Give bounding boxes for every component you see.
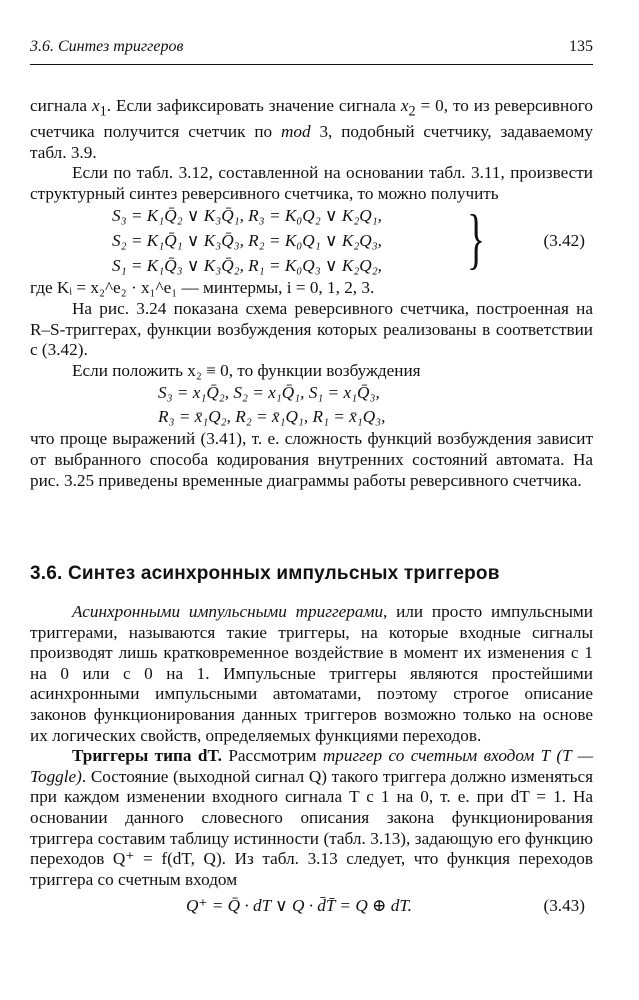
paragraph-2: Если по табл. 3.12, составленной на основании табл. 3.11, произвести структурный синтез реверсивного счетчика, то можно получить: [30, 163, 593, 203]
running-header: [30, 38, 593, 56]
equation-excitation: [30, 381, 593, 429]
equation-line: S₃ = x₁Q̄₂, S₂ = x₁Q̄₁, S₁ = x₁Q̄₃,: [158, 383, 380, 403]
page-number: 135: [569, 38, 593, 55]
paragraph-8: Триггеры типа dT. Рассмотрим триггер со счетным входом T (T — Toggle). Состояние (выходной сигнал Q) такого триггера должно изменяться при каждом изменении входного сигнала T с 1 на 0, т. е. при dT = 1. На основании данного словесного описания закона функционирования триггера составим таблицу истинности (табл. 3.13), задающую его функцию переходов Q⁺ = f(dT, Q). Из табл. 3.13 следует, что функция переходов триггера со счетным входом: [30, 746, 593, 889]
right-brace-icon: }: [467, 200, 485, 277]
equation-number: (3.42): [543, 231, 585, 251]
equation-number: (3.43): [543, 896, 585, 916]
equation-expression: Q⁺ = Q̄ · dT ∨ Q · d̄T̄ = Q ⊕ dT.: [186, 896, 412, 916]
text-block-bottom: [30, 602, 593, 924]
paragraph-7: Асинхронными импульсными триггерами, или просто импульсными триггерами, называются такие триггеры, на которые входные сигналы производят лишь кратковременное воздействие в момент их изменения с 1 на 0 или с 0 на 1. Импульсные триггеры являются простейшими асинхронными импульсными автоматами, поэтому строгое описание законов функционирования данных триггеров возможно только на основе их логических свойств, определяемых функциями переходов.: [30, 602, 593, 745]
paragraph-4: На рис. 3.24 показана схема реверсивного счетчика, построенная на R–S-триггерах, функции возбуждения которых реализованы в соответствии с (3.42).: [30, 299, 593, 360]
equation-3-42: [30, 200, 593, 278]
text-block-top: [30, 96, 593, 491]
paragraph-3: где Kᵢ = x₂^e₂ · x₁^e₁ — минтермы, i = 0, 1, 2, 3.: [30, 278, 375, 298]
header-rule: [30, 64, 593, 65]
paragraph-5: Если положить x₂ ≡ 0, то функции возбуждения: [72, 360, 421, 380]
running-header-title: 3.6. Синтез триггеров: [30, 38, 184, 55]
equation-line: S₁ = K₁Q̄₃ ∨ K₃Q̄₂, R₁ = K₀Q₃ ∨ K₂Q₂,: [112, 256, 382, 276]
section-heading: 3.6. Синтез асинхронных импульсных триггеров: [30, 563, 500, 584]
equation-line: S₃ = K₁Q̄₂ ∨ K₃Q̄₁, R₃ = K₀Q₂ ∨ K₂Q₁,: [112, 206, 382, 226]
paragraph-1: сигнала $x_1$. Если зафиксировать значение сигнала $x_2 = 0$, то из реверсивного счетчика получится счетчик по mod 3, подобный счетчику, задаваемому табл. 3.9.: [30, 96, 594, 162]
paragraph-6: что проще выражений (3.41), т. е. сложность функций возбуждения зависит от выбранного способа кодирования внутренних состояний автомата. На рис. 3.25 приведены временные диаграммы работы реверсивного счетчика.: [30, 429, 593, 490]
equation-line: S₂ = K₁Q̄₁ ∨ K₃Q̄₃, R₂ = K₀Q₁ ∨ K₂Q₃,: [112, 231, 382, 251]
equation-line: R₃ = x̄₁Q₂, R₂ = x̄₁Q₁, R₁ = x̄₁Q₃,: [158, 407, 386, 427]
equation-3-43: [30, 896, 593, 924]
